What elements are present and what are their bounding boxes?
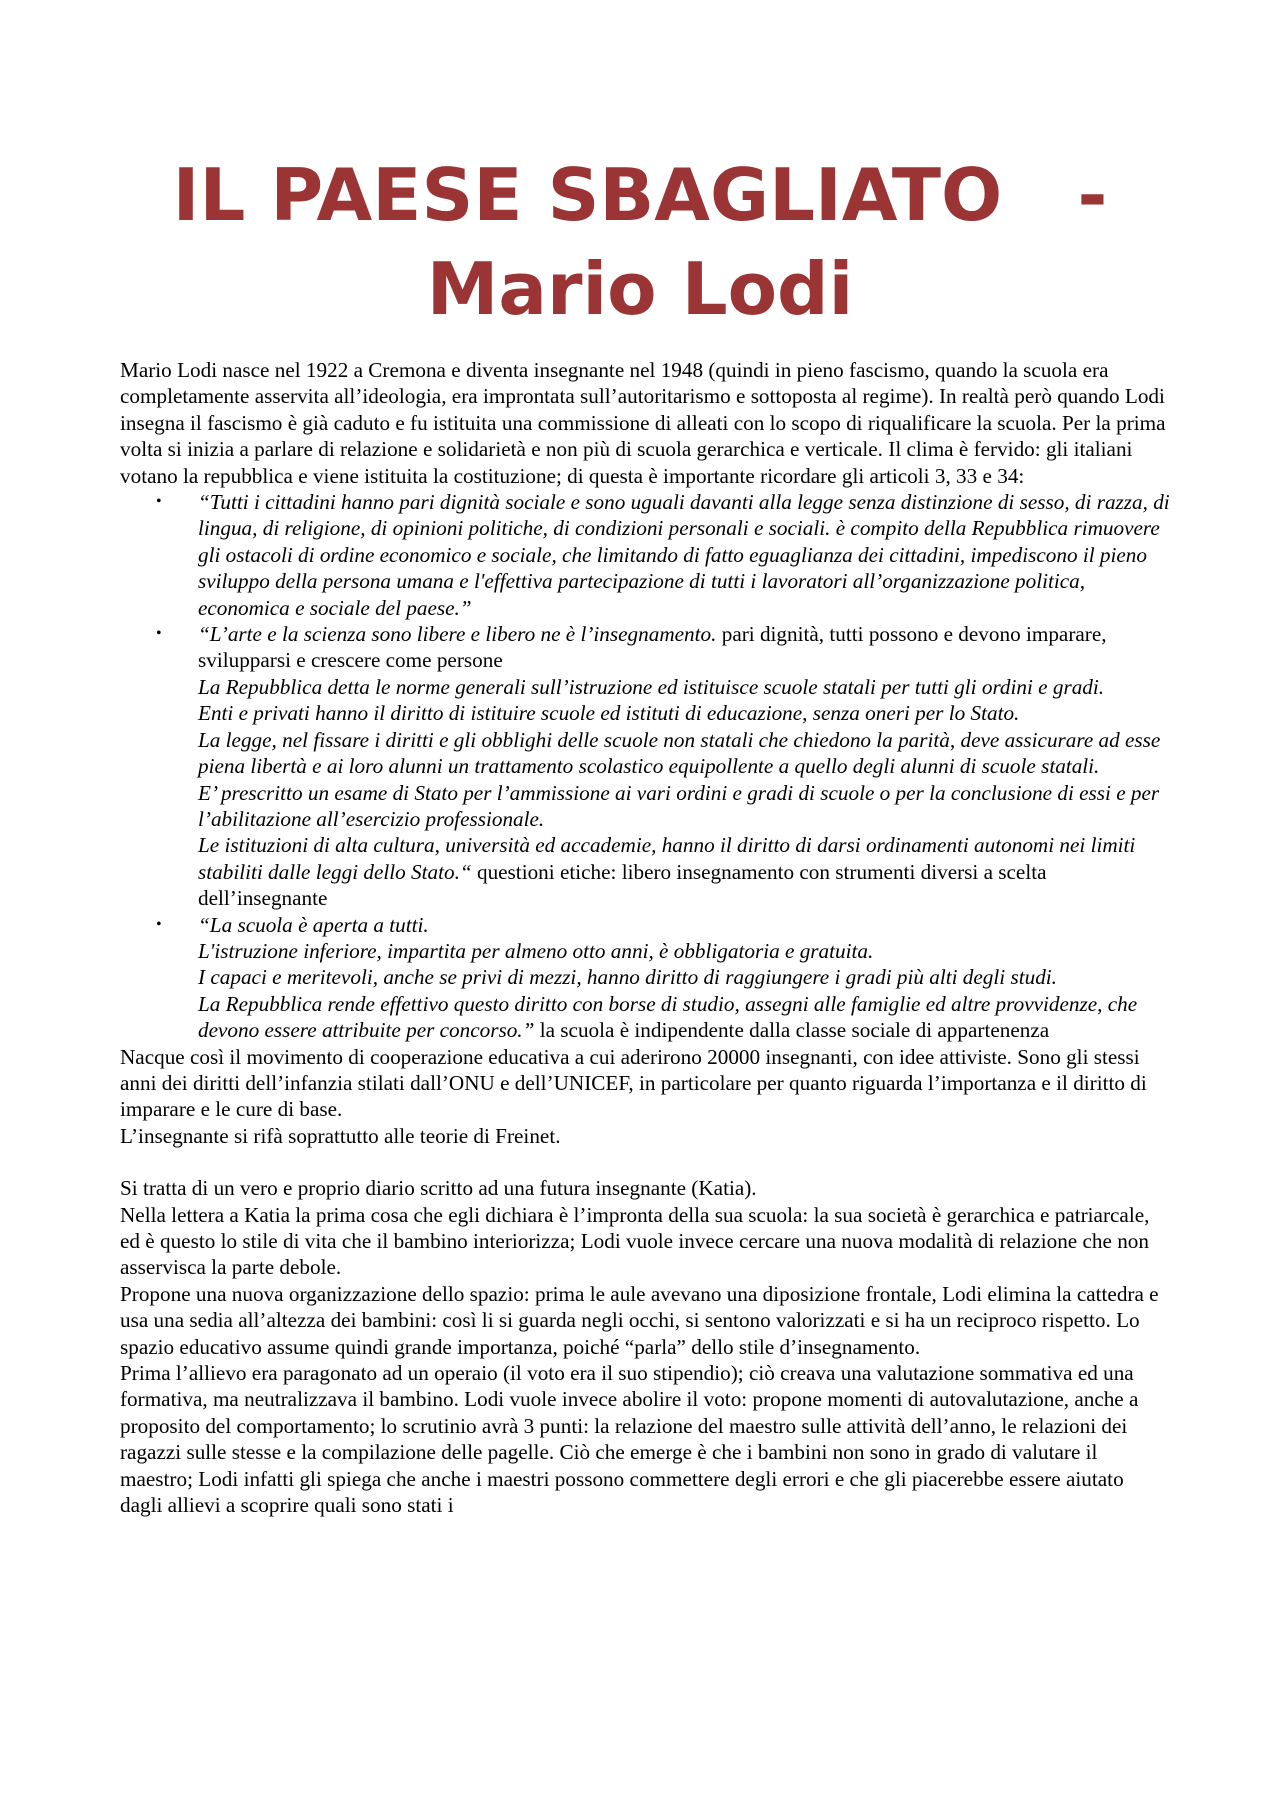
article-34-quote-line: “La scuola è aperta a tutti. xyxy=(198,912,429,937)
article-34-quote-line: La Repubblica rende effettivo questo diritto con borse di studio, assegni alle famiglie ed altre provvidenze, che devono essere attribuite per concorso.” xyxy=(198,991,1138,1043)
bullet-icon: • xyxy=(156,493,162,511)
after-list-paragraph: Nacque così il movimento di cooperazione educativa a cui aderirono 20000 insegnanti, con idee attiviste. Sono gli stessi anni dei diritti dell’infanzia stilati dall’ONU e dell’UNICEF, in particolare per quanto riguarda l’importanza e il diritto di imparare e le cure di base. xyxy=(120,1044,1147,1122)
bullet-icon: • xyxy=(156,625,162,643)
article-33-comment: questioni etiche: libero insegnamento con strumenti diversi a scelta dell’insegnante xyxy=(198,859,1047,911)
article-33-quote-line: La Repubblica detta le norme generali sull’istruzione ed istituisce scuole statali per tutti gli ordini e gradi. xyxy=(198,674,1105,699)
diary-paragraph: Propone una nuova organizzazione dello spazio: prima le aule avevano una diposizione frontale, Lodi elimina la cattedra e usa una sedia all’altezza dei bambini: così li si guarda negli occhi, si sentono valorizzati e si ha un reciproco rispetto. Lo spazio educativo assume quindi grande importanza, poiché “parla” dello stile d’insegnamento. xyxy=(120,1281,1159,1359)
article-33-item xyxy=(156,621,1170,911)
after-list-paragraph: L’insegnante si rifà soprattutto alle teorie di Freinet. xyxy=(120,1123,561,1148)
article-34-quote-line: I capaci e meritevoli, anche se privi di mezzi, hanno diritto di raggiungere i gradi più alti degli studi. xyxy=(198,965,1057,990)
article-33-quote-line: Le istituzioni di alta cultura, università ed accademie, hanno il diritto di darsi ordinamenti autonomi nei limiti stabiliti dalle leggi dello Stato.“ xyxy=(198,833,1136,884)
article-33-quote-line: E’ prescritto un esame di Stato per l’ammissione ai vari ordini e gradi di scuole o per la conclusione di essi e per l’abilitazione all’esercizio professionale. xyxy=(198,780,1160,831)
diary-paragraph: Si tratta di un vero e proprio diario scritto ad una futura insegnante (Katia). xyxy=(120,1176,757,1201)
diary-paragraph: Nella lettera a Katia la prima cosa che egli dichiara è l’impronta della sua scuola: la sua società è gerarchica e patriarcale, ed è questo lo stile di vita che il bambino interiorizza; Lodi vuole invece cercare una nuova modalità di relazione che non asservisca la parte debole. xyxy=(120,1202,1150,1280)
article-34-quote-line: L'istruzione inferiore, impartita per almeno otto anni, è obbligatoria e gratuita. xyxy=(198,938,874,963)
article-33-quote-line: La legge, nel fissare i diritti e gli obblighi delle scuole non statali che chiedono la parità, deve assicurare ad esse piena libertà e ai loro alunni un trattamento scolastico equipollente a quello degli alunni di scuole statali. xyxy=(198,727,1161,779)
articles-list xyxy=(120,489,1170,1044)
article-34-comment: la scuola è indipendente dalla classe sociale di appartenenza xyxy=(534,1018,1050,1043)
title-line-1: IL PAESE SBAGLIATO - xyxy=(172,153,1108,237)
article-34-item xyxy=(156,912,1170,1044)
article-33-quote-line: “L’arte e la scienza sono libere e libero ne è l’insegnamento. xyxy=(198,622,717,647)
document-title xyxy=(120,148,1160,336)
diary-paragraph: Prima l’allievo era paragonato ad un operaio (il voto era il suo stipendio); ciò creava una valutazione sommativa ed una formativa, ma neutralizzava il bambino. Lodi vuole invece abolire il voto: propone momenti di autovalutazione, anche a proposito del comportamento; lo scrutinio avrà 3 punti: la relazione del maestro sulle attività dell’anno, le relazioni dei ragazzi sulle stesse e la compilazione delle pagelle. Ciò che emerge è che i bambini non sono in grado di valutare il maestro; Lodi infatti gli spiega che anche i maestri possono commettere degli errori e che gli piacerebbe essere aiutato dagli allievi a scoprire quali sono stati i xyxy=(120,1361,1139,1518)
article-3-quote: “Tutti i cittadini hanno pari dignità sociale e sono uguali davanti alla legge senza distinzione di sesso, di razza, di lingua, di religione, di opinioni politiche, di condizioni personali e sociali. è compito della Repubblica rimuovere gli ostacoli di ordine economico e sociale, che limitando di fatto eguaglianza dei cittadini, impediscono il pieno sviluppo della persona umana e l'effettiva partecipazione di tutti i lavoratori all’organizzazione politica, economica e sociale del paese.” xyxy=(198,490,1170,620)
intro-paragraph: Mario Lodi nasce nel 1922 a Cremona e diventa insegnante nel 1948 (quindi in pieno fascismo, quando la scuola era completamente asservita all’ideologia, era improntata sull’autoritarismo e sottoposta al regime). In realtà però quando Lodi insegna il fascismo è già caduto e fu istituita una commissione di alleati con lo scopo di riqualificare la scuola. Per la prima volta si inizia a parlare di relazione e solidarietà e non più di scuola gerarchica e verticale. Il clima è fervido: gli italiani votano la repubblica e viene istituita la costituzione; di questa è importante ricordare gli articoli 3, 33 e 34: xyxy=(120,358,1166,488)
title-line-2: Mario Lodi xyxy=(426,247,854,331)
article-33-first-comment: pari dignità, tutti possono e devono imparare, svilupparsi e crescere come persone xyxy=(198,622,1107,673)
bullet-icon: • xyxy=(156,915,162,933)
article-3-item xyxy=(156,489,1170,621)
document-body xyxy=(120,357,1170,1518)
paragraph-spacer xyxy=(120,1149,1170,1175)
article-33-quote-line: Enti e privati hanno il diritto di istituire scuole ed istituti di educazione, senza oneri per lo Stato. xyxy=(198,701,1020,726)
